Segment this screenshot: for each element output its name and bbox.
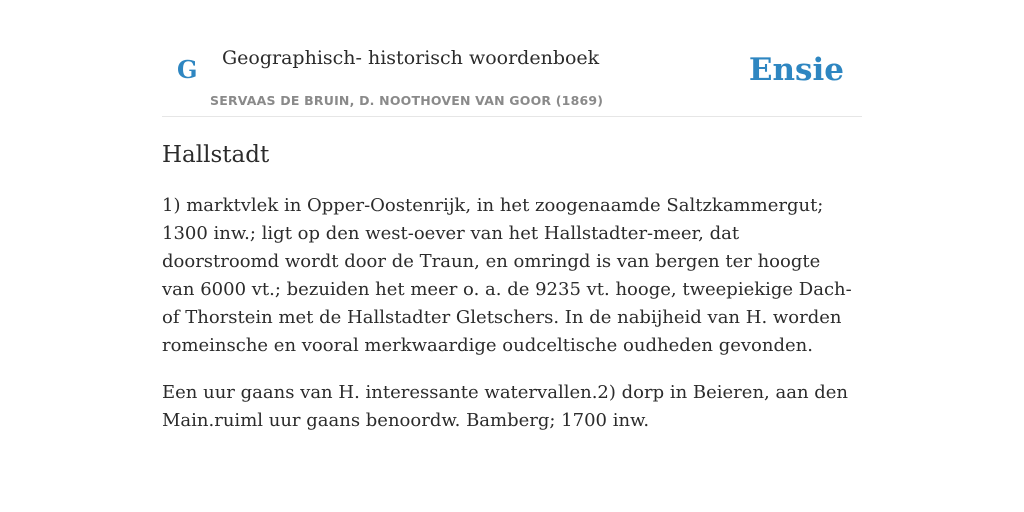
ensie-logo-link[interactable]: Ensie: [748, 52, 844, 88]
book-header: [162, 0, 862, 117]
entry-title: Hallstadt: [162, 142, 270, 168]
book-authors: SERVAAS DE BRUIN, D. NOOTHOVEN VAN GOOR (1869): [210, 93, 604, 108]
entry-paragraph: Een uur gaans van H. interessante watervallen.2) dorp in Beieren, aan den Main.ruiml uur gaans benoordw. Bamberg; 1700 inw.: [162, 382, 849, 431]
book-logo-link[interactable]: G: [177, 55, 198, 84]
entry-body: [162, 192, 852, 454]
book-title-link[interactable]: Geographisch- historisch woordenboek: [222, 47, 600, 69]
entry-paragraph: 1) marktvlek in Opper-Oostenrijk, in het zoogenaamde Saltzkammergut; 1300 inw.; ligt op den west-oever van het Hallstadter-meer, dat doorstroomd wordt door de Traun, en omringd is van bergen ter hoogte van 6000 vt.; bezuiden het meer o. a. de 9235 vt. hooge, tweepiekige Dach-of Thorstein met de Hallstadter Gletschers. In de nabijheid van H. worden romeinsche en vooral merkwaardige oudceltische oudheden gevonden.: [162, 195, 852, 356]
